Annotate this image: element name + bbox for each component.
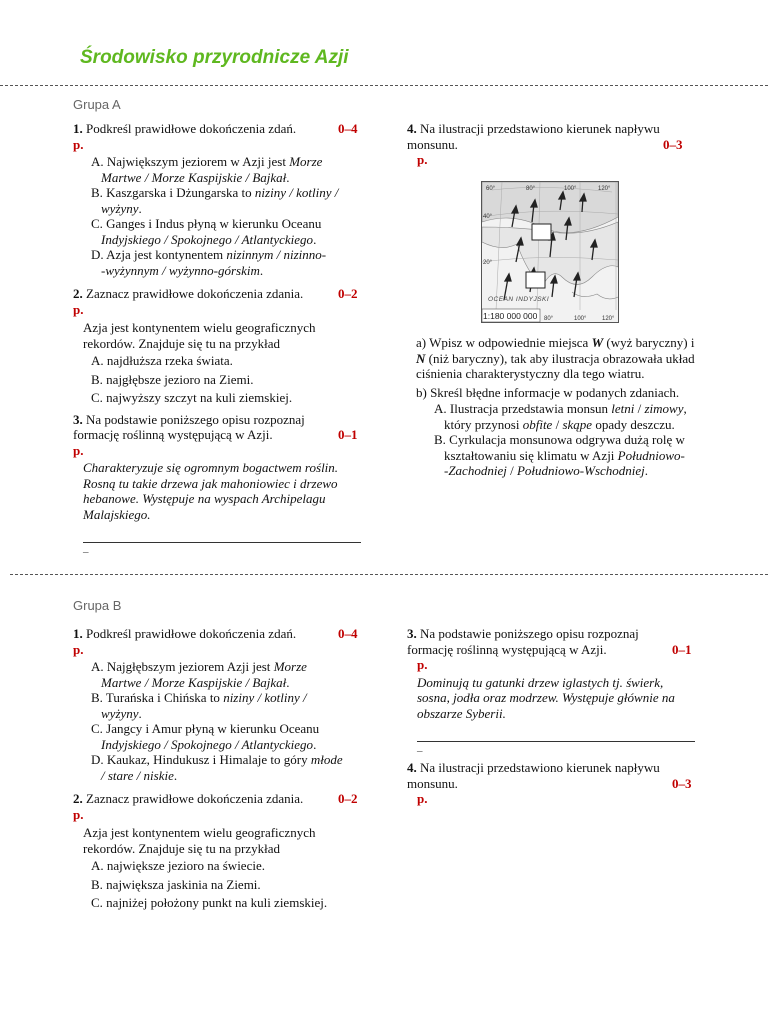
answer-line-end: – [417,745,423,757]
question-number: 4. [407,760,417,775]
question-text: Podkreśl prawidłowe dokończenia zdań. [86,626,297,641]
points-unit: p. [73,301,84,317]
question-text: Podkreśl prawidłowe dokończenia zdań. [86,121,297,136]
map-lat-label: 40° [483,214,493,220]
points-unit: p. [73,442,84,458]
points: 0–3 [672,775,692,791]
option-b[interactable]: B. Kaszgarska i Dżungarska to niziny / kotliny / wyżyny. [91,185,339,216]
map-lon-label: 120° [602,316,615,322]
group-b-left-column [73,626,368,911]
question-text: Zaznacz prawidłowe dokończenia zdania. [86,791,304,806]
option-b[interactable]: B. największa jaskinia na Ziemi. [91,876,261,892]
question-2 [73,286,368,406]
points: 0–1 [672,641,692,657]
points-unit: p. [417,152,428,167]
description: Charakteryzuje się ogromnym bogactwem roślin. Rosną tu takie drzewa jak mahoniowiec i drzewo hebanowe. Występuje na wyspach Archipelagu Malajskiego. [83,460,339,522]
points-unit: p. [73,641,84,657]
task-a: a) Wpisz w odpowiednie miejsca W (wyż baryczny) i N (niż baryczny), tak aby ilustracja obrazowała układ ciśnienia charakterystyczny dla tego wiatru. [416,335,695,381]
map-lat-label: 20° [483,260,493,266]
question-3 [407,626,697,756]
question-number: 4. [407,121,417,136]
question-4 [407,121,697,168]
option-a[interactable]: A. najdłuższa rzeka świata. [91,353,233,368]
question-intro: Azja jest kontynentem wielu geograficznych rekordów. Znajduje się tu na przykład [83,825,316,856]
map-lon-label: 100° [574,316,587,322]
question-4-tasks [416,335,698,479]
question-text: Zaznacz prawidłowe dokończenia zdania. [86,286,304,301]
question-text: Na podstawie poniższego opisu rozpoznaj formację roślinną występującą w Azji. [73,411,305,442]
question-number: 1. [73,121,83,136]
group-a-right-column [407,121,697,168]
points-unit: p. [73,136,84,152]
option-a[interactable]: A. Ilustracja przedstawia monsun letni / zimowy, który przynosi obfite / skąpe opady deszczu. [434,401,687,432]
question-intro: Azja jest kontynentem wielu geograficznych rekordów. Znajduje się tu na przykład [83,320,316,351]
section-divider [0,85,768,86]
page-title: Środowisko przyrodnicze Azji [80,47,349,68]
option-d[interactable]: D. Azja jest kontynentem nizinnym / nizinno- -wyżynnym / wyżynno-górskim. [91,247,327,278]
question-1 [73,626,368,783]
description: Dominują tu gatunki drzew iglastych tj. świerk, sosna, jodła oraz modrzew. Występuje głównie na obszarze Syberii. [417,674,675,721]
group-b-right-column [407,626,697,807]
answer-line[interactable] [417,741,695,742]
answer-line-end: – [83,546,89,558]
points: 0–2 [338,286,358,301]
points: 0–1 [338,427,358,442]
option-c[interactable]: C. najniżej położony punkt na kuli ziemskiej. [91,895,328,910]
question-number: 2. [73,286,83,301]
map-lon-label: 120° [598,186,611,192]
group-a-label: Grupa A [73,97,121,112]
question-text: Na podstawie poniższego opisu rozpoznaj formację roślinną występującą w Azji. [407,626,639,657]
points: 0–2 [338,791,358,806]
option-a[interactable]: A. Największym jeziorem w Azji jest Morze Martwe / Morze Kaspijskie / Bajkał. [91,154,323,185]
group-a-left-column [73,121,368,557]
map-lon-label: 100° [564,186,577,192]
points: 0–4 [338,121,358,136]
points-unit: p. [417,791,428,806]
section-divider [10,574,768,575]
option-d[interactable]: D. Kaukaz, Hindukusz i Himalaje to góry młode / stare / niskie. [91,752,343,783]
question-3 [73,412,368,558]
question-text: Na ilustracji przedstawiono kierunek napływu monsunu. [407,760,660,791]
points: 0–4 [338,626,358,641]
question-number: 2. [73,791,83,806]
group-b-label: Grupa B [73,598,122,613]
question-4 [407,760,697,807]
monsoon-map [481,181,619,323]
option-a[interactable]: A. Najgłębszym jeziorem Azji jest Morze Martwe / Morze Kaspijskie / Bajkał. [91,659,307,690]
map-lon-label: 80° [544,316,554,322]
task-b: b) Skreśl błędne informacje w podanych zdaniach. [416,384,680,400]
map-lon-label: 80° [526,186,536,192]
option-b[interactable]: B. najgłębsze jezioro na Ziemi. [91,371,254,387]
points-unit: p. [417,657,428,672]
points: 0–3 [663,136,683,152]
answer-box-bottom [526,272,545,288]
answer-line[interactable] [83,542,361,543]
points-unit: p. [73,806,84,822]
option-c[interactable]: C. Ganges i Indus płyną w kierunku Oceanu Indyjskiego / Spokojnego / Atlantyckiego. [91,216,322,247]
question-number: 3. [73,411,83,427]
question-1 [73,121,368,278]
question-number: 1. [73,626,83,641]
question-text: Na ilustracji przedstawiono kierunek napływu monsunu. [407,121,660,152]
option-c[interactable]: C. najwyższy szczyt na kuli ziemskiej. [91,390,293,405]
map-ocean-label: OCEAN INDYJSKI [488,296,550,303]
option-b[interactable]: B. Cyrkulacja monsunowa odgrywa dużą rolę w kształtowaniu się klimatu w Azji Południowo- -Zachodniej / Południowo-Wschodniej. [434,432,685,478]
option-b[interactable]: B. Turańska i Chińska to niziny / kotliny / wyżyny. [91,690,307,721]
option-a[interactable]: A. największe jezioro na świecie. [91,858,265,873]
answer-box-top [532,224,551,240]
map-lon-label: 60° [486,186,496,192]
map-scale: 1:180 000 000 [483,311,538,321]
question-2 [73,791,368,911]
option-c[interactable]: C. Jangcy i Amur płyną w kierunku Oceanu Indyjskiego / Spokojnego / Atlantyckiego. [91,721,320,752]
question-number: 3. [407,626,417,641]
